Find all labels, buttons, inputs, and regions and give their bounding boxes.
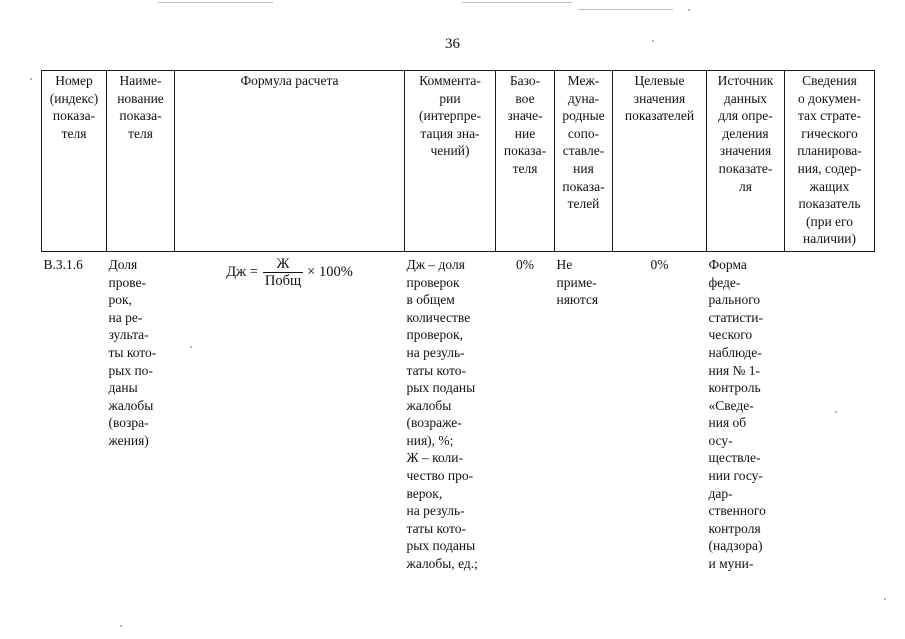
header-index: Номер (индекс) показа- теля [42, 71, 107, 252]
header-base-value: Базо- вое значе- ние показа- теля [496, 71, 555, 252]
cell-formula [175, 251, 405, 572]
cell-target-value: 0% [650, 256, 669, 272]
header-name: Наиме- нование показа- теля [107, 71, 175, 252]
cell-source: Форма феде- рального статисти- ческого наблюде- ния № 1- контроль «Сведе- ния об осу- ществле- нии госу- дар- ственного контроля (надзора) и муни- [708, 256, 766, 572]
formula-rhs: × 100% [307, 263, 353, 280]
header-target-value: Целевые значения показателей [613, 71, 707, 252]
formula-fraction [263, 256, 303, 289]
formula-lhs: Дж = [226, 263, 258, 280]
scan-line-top [578, 9, 673, 10]
cell-index: В.3.1.6 [43, 256, 83, 272]
header-strategic-docs: Сведения о докумен- тах страте- гического планирова- ния, содер- жащих показатель (при его наличии) [785, 71, 875, 252]
formula-numerator: Ж [276, 255, 290, 272]
page-number: 36 [445, 36, 460, 52]
formula [177, 256, 403, 289]
cell-international: Не приме- няются [556, 256, 599, 308]
scan-line-top [462, 2, 572, 3]
header-formula: Формула расчета [175, 71, 405, 252]
cell-base-value: 0% [516, 256, 534, 272]
cell-comment: Дж – доля проверок в общем количестве проверок, на резуль- таты кото- рых поданы жалобы (возраже- ния), %; Ж – коли- чество про- верок, на резуль- таты кото- рых поданы жалобы, ед.; [406, 256, 478, 572]
scan-line-top [158, 2, 273, 3]
cell-strategic-docs [785, 251, 875, 572]
header-international: Меж- дуна- родные сопо- ставле- ния показа- телей [555, 71, 613, 252]
header-source: Источник данных для опре- деления значения показате- ля [707, 71, 785, 252]
table-header-row [42, 71, 875, 252]
header-comment: Коммента- рии (интерпре- тация зна- чений) [405, 71, 496, 252]
cell-name: Доля прове- рок, на ре- зульта- ты кото- рых по- даны жалобы (возра- жения) [108, 256, 157, 448]
formula-denominator: Побщ [264, 272, 302, 289]
scan-speck [884, 598, 886, 600]
scan-speck [688, 9, 690, 11]
indicator-table [41, 70, 875, 573]
scan-speck [120, 625, 122, 627]
scan-speck [30, 78, 32, 80]
table-row [42, 251, 875, 572]
